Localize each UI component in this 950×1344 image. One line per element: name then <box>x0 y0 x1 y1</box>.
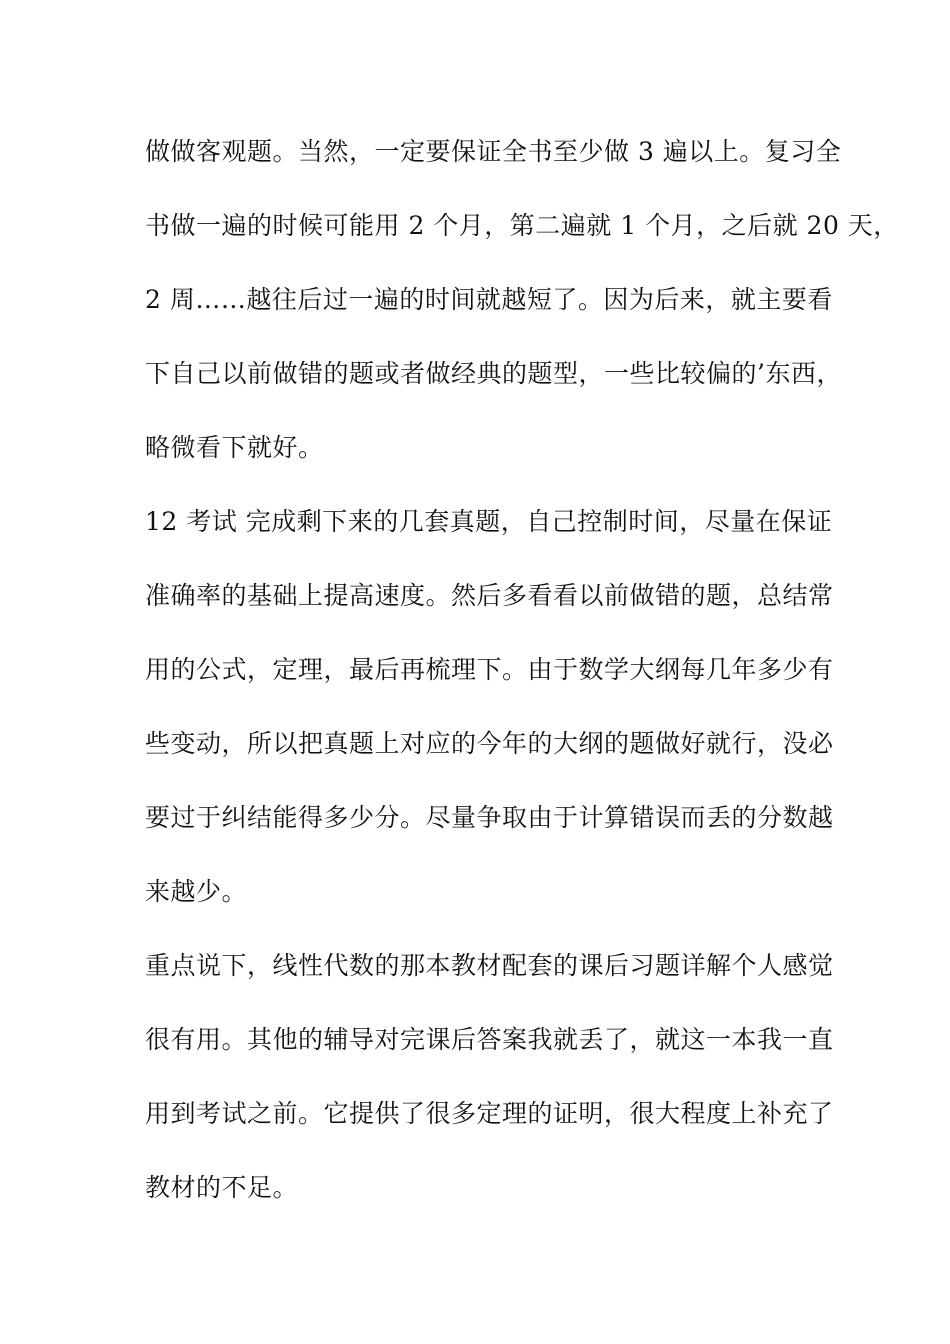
text-line: 12 考试 完成剩下来的几套真题，自己控制时间，尽量在保证 <box>145 507 833 536</box>
text-line: 要过于纠结能得多少分。尽量争取由于计算错误而丢的分数越 <box>145 803 834 832</box>
body-text <box>145 122 899 1232</box>
text-line: 用的公式，定理，最后再梳理下。由于数学大纲每几年多少有 <box>145 655 834 684</box>
text-line: 些变动，所以把真题上对应的今年的大纲的题做好就行，没必 <box>145 729 834 758</box>
text-line: 下自己以前做错的题或者做经典的题型，一些比较偏的’东西， <box>145 359 842 388</box>
text-line: 很有用。其他的辅导对完课后答案我就丢了，就这一本我一直 <box>145 1025 834 1054</box>
text-line: 书做一遍的时候可能用 2 个月，第二遍就 1 个月，之后就 20 天， <box>145 211 899 240</box>
text-line: 用到考试之前。它提供了很多定理的证明，很大程度上补充了 <box>145 1099 834 1128</box>
text-line: 准确率的基础上提高速度。然后多看看以前做错的题，总结常 <box>145 581 834 610</box>
text-line: 教材的不足。 <box>145 1173 299 1202</box>
text-line: 略微看下就好。 <box>145 433 324 462</box>
text-line: 来越少。 <box>145 877 248 906</box>
text-line: 重点说下，线性代数的那本教材配套的课后习题详解个人感觉 <box>145 951 834 980</box>
text-line: 2 周……越往后过一遍的时间就越短了。因为后来，就主要看 <box>145 285 833 314</box>
text-line: 做做客观题。当然，一定要保证全书至少做 3 遍以上。复习全 <box>145 137 842 166</box>
